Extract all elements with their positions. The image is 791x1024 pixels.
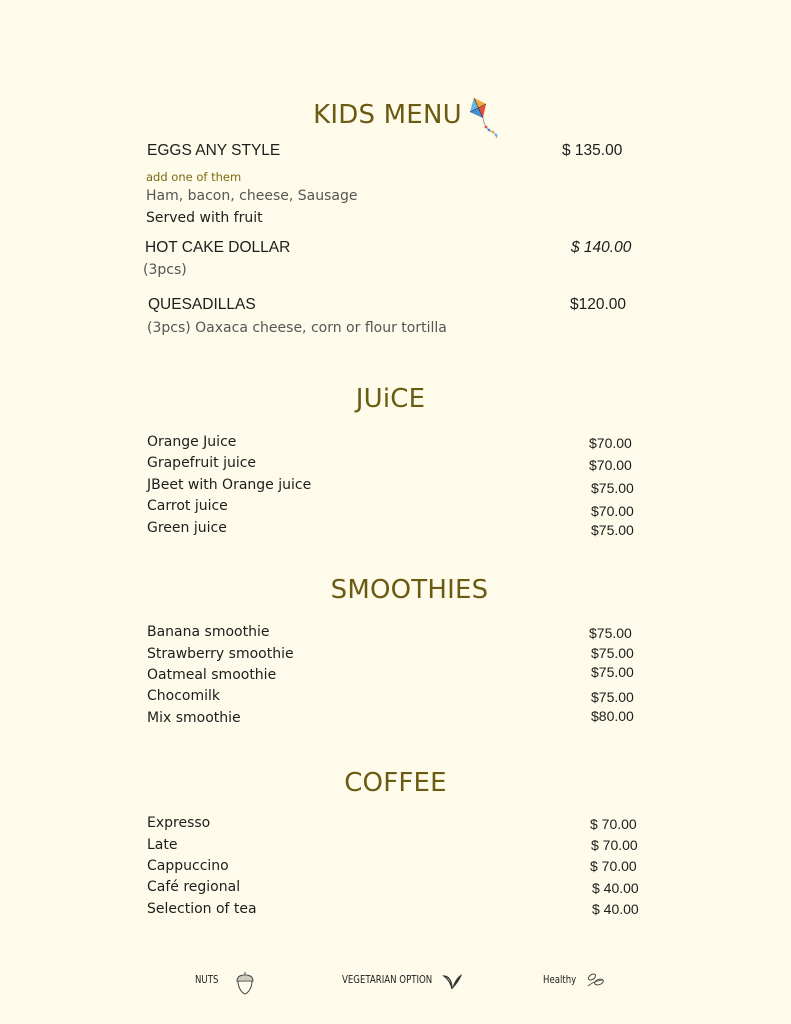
menu-item-name: Cappuccino (147, 858, 229, 874)
kids-menu-title: KIDS MENU (313, 100, 462, 130)
menu-item-name: Strawberry smoothie (147, 646, 294, 662)
kids-item-note: add one of them (146, 170, 242, 184)
menu-item-price: $75.00 (591, 645, 634, 661)
menu-item-price: $ 70.00 (591, 837, 638, 853)
menu-item-name: Café regional (147, 879, 241, 895)
menu-item-price: $ 40.00 (592, 880, 639, 896)
menu-item-name: Orange Juice (147, 434, 237, 450)
juice-title: JUiCE (355, 384, 426, 414)
menu-item-price: $70.00 (589, 457, 632, 473)
sprout-icon (443, 972, 463, 990)
kids-item-price: $120.00 (570, 296, 627, 313)
kids-item-desc-2: Served with fruit (146, 210, 263, 226)
kids-item-price: $ 135.00 (562, 142, 623, 159)
legend-vegetarian-label: VEGETARIAN OPTION (342, 973, 433, 986)
acorn-icon (235, 971, 255, 995)
menu-item-price: $70.00 (591, 503, 634, 519)
menu-item-price: $ 70.00 (590, 858, 637, 874)
coffee-title: COFFEE (344, 768, 447, 798)
menu-item-name: Carrot juice (147, 498, 228, 514)
menu-item-price: $75.00 (591, 689, 634, 705)
menu-item-price: $75.00 (591, 480, 634, 496)
legend-healthy-label: Healthy (543, 973, 577, 986)
smoothies-title: SMOOTHIES (330, 575, 489, 605)
menu-item-name: Expresso (147, 815, 211, 831)
menu-item-price: $80.00 (591, 708, 634, 724)
kids-item-desc: Ham, bacon, cheese, Sausage (146, 188, 358, 204)
menu-item-price: $70.00 (589, 435, 632, 451)
kids-item-price: $ 140.00 (571, 239, 632, 256)
menu-item-name: Selection of tea (147, 901, 257, 917)
menu-item-name: Banana smoothie (147, 624, 270, 640)
kids-item-desc: (3pcs) Oaxaca cheese, corn or flour tortilla (147, 320, 447, 336)
kids-item-name: HOT CAKE DOLLAR (145, 239, 291, 256)
menu-item-price: $75.00 (591, 664, 634, 680)
menu-item-price: $75.00 (591, 522, 634, 538)
menu-item-price: $75.00 (589, 625, 632, 641)
menu-item-name: JBeet with Orange juice (147, 477, 312, 493)
menu-item-name: Late (147, 837, 178, 853)
leaves-icon (586, 971, 606, 989)
menu-item-price: $ 40.00 (592, 901, 639, 917)
menu-item-price: $ 70.00 (590, 816, 637, 832)
kids-item-name: QUESADILLAS (148, 296, 256, 313)
menu-item-name: Grapefruit juice (147, 455, 257, 471)
kids-item-desc: (3pcs) (143, 262, 187, 278)
legend-nuts-label: NUTS (195, 973, 219, 986)
menu-item-name: Oatmeal smoothie (147, 667, 277, 683)
kids-item-name: EGGS ANY STYLE (147, 142, 281, 159)
menu-item-name: Chocomilk (147, 688, 221, 704)
kite-icon (466, 96, 502, 140)
menu-item-name: Mix smoothie (147, 710, 241, 726)
menu-item-name: Green juice (147, 520, 227, 536)
